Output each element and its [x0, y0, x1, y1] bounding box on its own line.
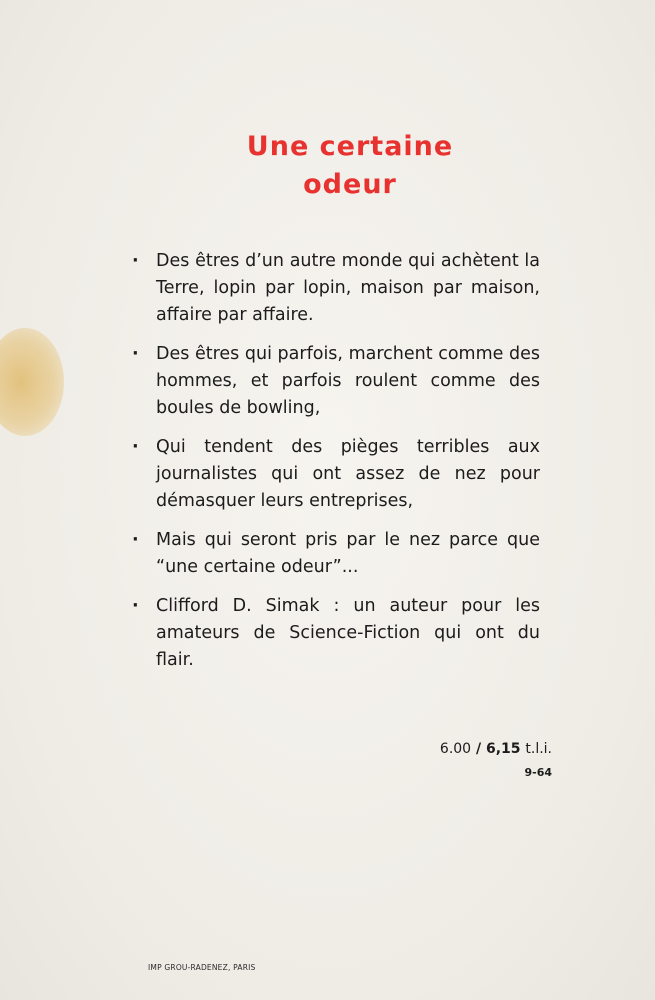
price-old: 6.00 — [439, 741, 472, 757]
blurb-text: Clifford D. Simak : un auteur pour les amateurs de Science-Fiction qui ont du flair. — [156, 596, 540, 670]
book-title — [150, 128, 550, 204]
blurb-item — [130, 341, 540, 422]
bullet: · — [132, 530, 139, 550]
printer-credit: IMP GROU-RADENEZ, PARIS — [148, 963, 256, 972]
blurb-item — [130, 593, 540, 674]
blurb-text: Qui tendent des pièges terribles aux journalistes qui ont assez de nez pour démasquer leurs entreprises, — [156, 437, 540, 511]
price — [360, 740, 552, 758]
title-line-1: Une certaine — [246, 131, 454, 162]
price-suffix: t.l.i. — [525, 741, 552, 757]
price-separator: / — [475, 741, 482, 757]
blurb-text: Mais qui seront pris par le nez parce que “une certaine odeur”... — [156, 530, 540, 577]
bullet: · — [132, 251, 139, 271]
blurb-item — [130, 434, 540, 515]
blurb-item — [130, 248, 540, 329]
price-new: 6,15 — [485, 741, 521, 757]
blurb-text: Des êtres d’un autre monde qui achètent la Terre, lopin par lopin, maison par maison, affaire par affaire. — [156, 251, 540, 325]
edition-code: 9-64 — [524, 766, 552, 779]
blurb-item — [130, 527, 540, 581]
title-line-2: odeur — [303, 169, 397, 200]
blurb-list — [130, 248, 540, 686]
bullet: · — [132, 596, 139, 616]
blurb-text: Des êtres qui parfois, marchent comme des hommes, et parfois roulent comme des boules de bowling, — [156, 344, 540, 418]
coffee-stain — [0, 328, 64, 436]
bullet: · — [132, 344, 139, 364]
bullet: · — [132, 437, 139, 457]
